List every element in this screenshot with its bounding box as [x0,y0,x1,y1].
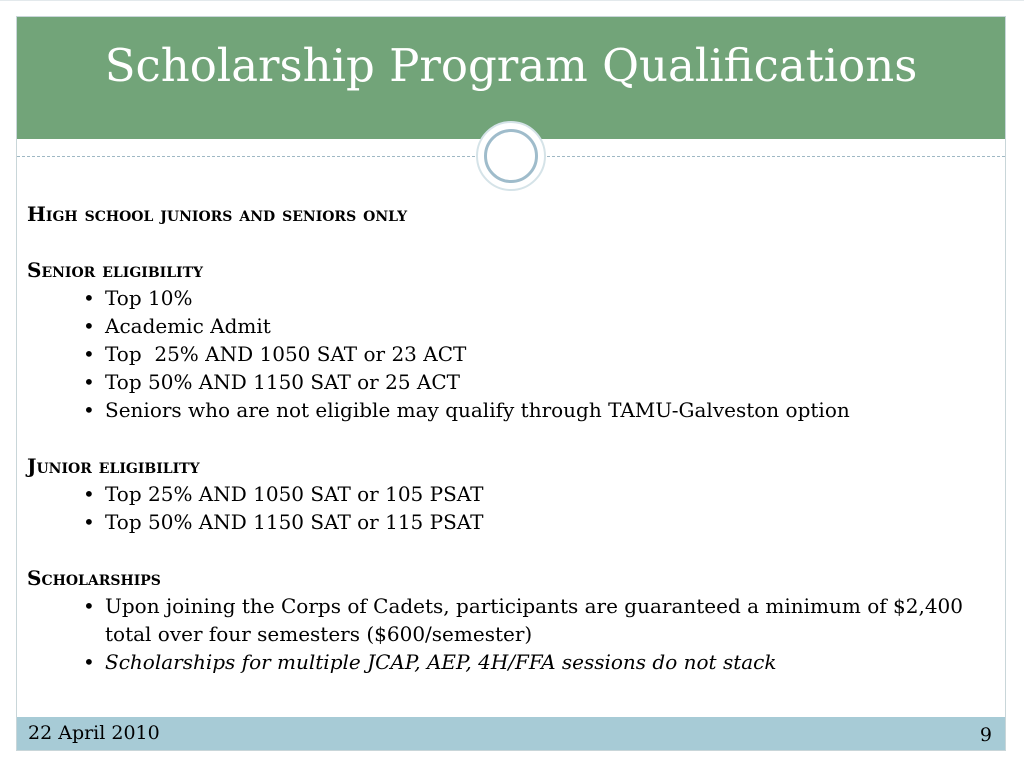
bullet-item: • Top 50% AND 1150 SAT or 115 PSAT [79,508,987,536]
section-heading-eligibility: High school juniors and seniors only [27,202,408,226]
footer-bar [17,717,1005,750]
slide-body [27,200,987,676]
footer-date: 22 April 2010 [28,722,160,744]
bullet-item: • Top 25% AND 1050 SAT or 105 PSAT [79,480,987,508]
section-heading-senior: Senior eligibility [27,258,204,282]
bullet-item: • Scholarships for multiple JCAP, AEP, 4H/FFA sessions do not stack [79,648,987,676]
bullet-item: • Top 50% AND 1150 SAT or 25 ACT [79,368,987,396]
senior-bullet-list [27,284,987,424]
page-number: 9 [979,724,992,746]
bullet-item: • Upon joining the Corps of Cadets, participants are guaranteed a minimum of $2,400 total over four semesters ($600/semester) [79,592,987,648]
top-border-line [0,0,1024,1]
bullet-item: • Top 25% AND 1050 SAT or 23 ACT [79,340,987,368]
scholarships-bullet-list [27,592,987,676]
section-heading-junior: Junior eligibility [27,454,200,478]
bullet-item: • Academic Admit [79,312,987,340]
section-heading-scholarships: Scholarships [27,566,161,590]
bullet-item: • Seniors who are not eligible may qualify through TAMU-Galveston option [79,396,987,424]
slide-title: Scholarship Program Qualifications [104,39,918,92]
bullet-item: • Top 10% [79,284,987,312]
ring-ornament-icon [484,129,538,183]
junior-bullet-list [27,480,987,536]
